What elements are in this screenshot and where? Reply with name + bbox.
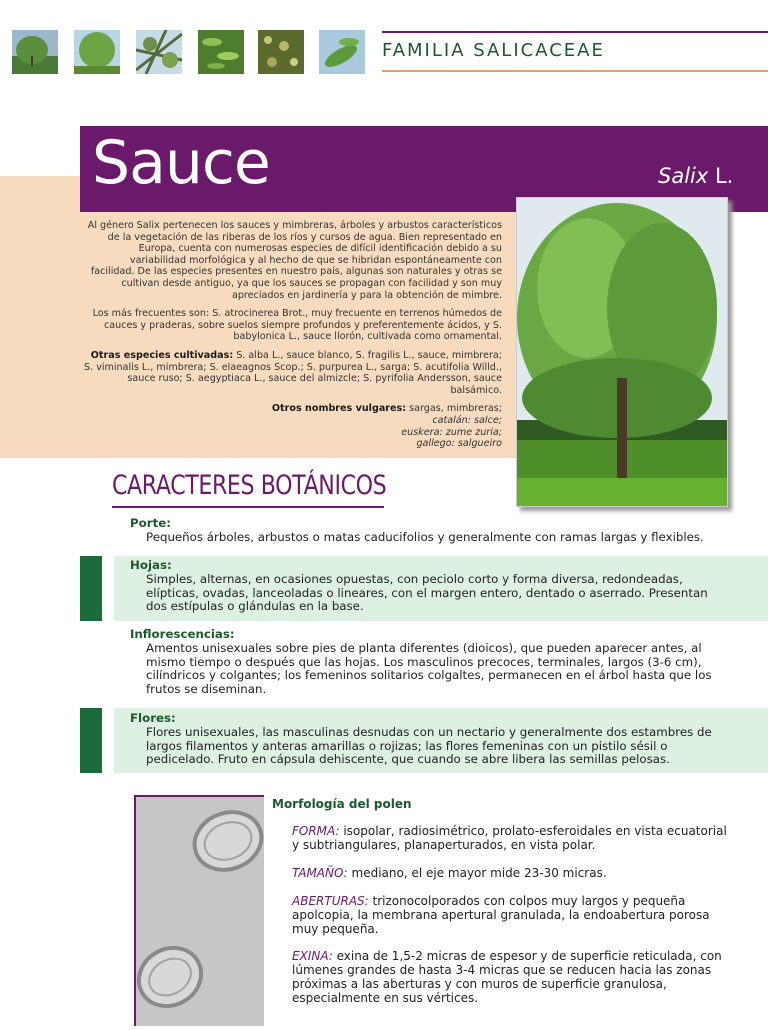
section-heading: CARACTERES BOTÁNICOS	[112, 470, 387, 501]
pollen-title: Morfología del polen	[272, 797, 412, 811]
thumbnail-leaves	[198, 30, 244, 74]
header-rule-top	[382, 31, 768, 33]
page-title: Sauce	[92, 128, 270, 198]
scientific-name: Salix L.	[658, 164, 734, 188]
pollen-micrograph	[134, 795, 264, 1026]
pollen-tamano: TAMAÑO: mediano, el eje mayor mide 23-30 micras.	[292, 866, 607, 880]
pollen-aberturas: ABERTURAS: trizonocolporados con colpos muy largos y pequeña apolcopia, la membrana apertural granulada, la endoabertura porosa muy pequeña.	[292, 894, 710, 936]
thumbnail-branches	[136, 30, 182, 74]
intro-paragraph-1: Al género Salix pertenecen los sauces y mimbreras, árboles y arbustos característicos de la vegetación de las riberas de los ríos y cursos de agua. Bien representado en Europa, cuenta con numerosas especies de difícil identificación debido a su variabilidad morfológica y al hecho de que se hibridan espontáneamente con facilidad. De las especies presentes en nuestro país, algunas son naturales y otras se cultivan desde antiguo, ya que los sauces se propagan con facilidad y son muy apreciados en jardinería y para la obtención de mimbre.	[87, 220, 502, 301]
vernacular-names: Otros nombres vulgares: sargas, mimbreras; catalán: salce; euskera: zume zuria; gallego: salgueiro	[271, 403, 502, 450]
thumbnail-tree-river	[12, 30, 58, 74]
hojas-bar	[80, 556, 102, 621]
intro-paragraph-2: Los más frecuentes son: S. atrocinerea Brot., muy frecuente en terrenos húmedos de cauces y praderas, sobre suelos siempre profundos y preferentemente ácidos, y S. babylonica L., sauce llorón, cultivada como ornamental.	[92, 308, 502, 343]
header-rule-bottom	[382, 70, 768, 72]
thumbnail-leaf-closeup	[319, 30, 365, 74]
porte-section: Porte: Pequeños árboles, arbustos o matas caducifolios y generalmente con ramas largas y flexibles.	[130, 516, 704, 544]
thumbnail-catkins	[258, 30, 304, 74]
family-label: FAMILIA SALICACEAE	[382, 40, 605, 61]
willow-photo	[516, 197, 728, 507]
pollen-exina: EXINA: exina de 1,5-2 micras de espesor y de superficie reticulada, con lúmenes grandes de hasta 3-4 micras que se reducen hacia las zonas próximas a las aberturas y con muros de superficie granulosa, especialmente en sus vértices.	[292, 949, 722, 1005]
flores-section: Flores: Flores unisexuales, las masculinas desnudas con un nectario y generalmente dos estambres de largos filamentos y anteras amarillas o rojizas; las flores femeninas con un pistilo sésil o pedicelado. Fruto en cápsula dehiscente, que cuando se abre libera las semillas pelosas.	[130, 711, 712, 767]
thumbnail-willow	[74, 30, 120, 74]
inflorescencias-section: Inflorescencias: Amentos unisexuales sobre pies de planta diferentes (dioicos), que pueden aparecer antes, al mismo tiempo o después que las hojas. Los masculinos precoces, terminales, largos (3-6 cm), cilíndricos y colgantes; los femeninos solitarios colgaltes, permanecen en el árbol hasta que los frutos se diseminan.	[130, 627, 712, 697]
other-species: Otras especies cultivadas: S. alba L., sauce blanco, S. fragilis L., sauce, mimbrera; S. viminalis L., mimbrera; S. elaeagnos Scop.; S. purpurea L., sarga; S. acutifolia Willd., sauce ruso; S. aegyptiaca L., sauce del almizcle; S. pyrifolia Andersson, sauce balsámico.	[84, 349, 502, 396]
flores-bar	[80, 708, 102, 773]
intro-text	[84, 220, 502, 457]
heading-underline	[112, 506, 384, 508]
pollen-forma: FORMA: isopolar, radiosimétrico, prolato-esferoidales en vista ecuatorial y subtriangulares, planaperturados, en vista polar.	[292, 824, 727, 852]
hojas-section: Hojas: Simples, alternas, en ocasiones opuestas, con peciolo corto y forma diversa, redondeadas, elípticas, ovadas, lanceoladas o lineares, con el margen entero, dentado o aserrado. Presentan dos estípulas o glándulas en la base.	[130, 558, 708, 614]
peach-side-panel	[0, 176, 80, 458]
